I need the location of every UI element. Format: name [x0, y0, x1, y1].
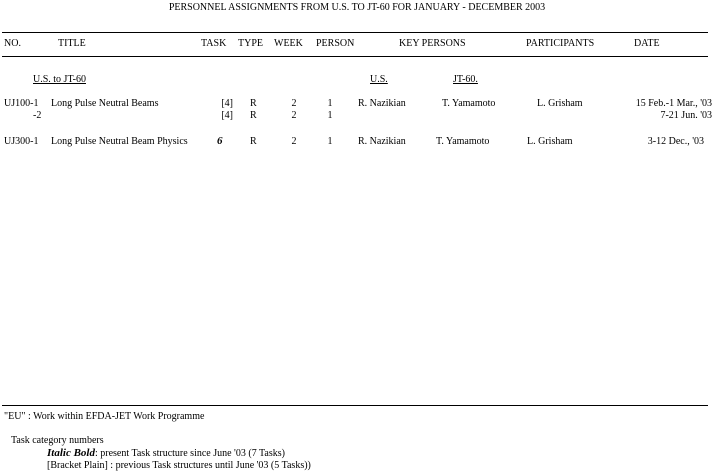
header-bottom-rule — [2, 56, 708, 57]
page-title: PERSONNEL ASSIGNMENTS FROM U.S. TO JT-60 FOR JANUARY - DECEMBER 2003 — [168, 2, 546, 13]
italic-bold-legend — [47, 447, 285, 460]
header-person: PERSON — [316, 38, 355, 49]
row-task: [4] — [221, 98, 233, 109]
row-person: 1 — [327, 110, 333, 121]
category-title: Task category numbers — [11, 435, 104, 446]
row-task: 6 — [217, 135, 223, 147]
row-type: R — [250, 98, 257, 109]
row-person: 1 — [327, 136, 333, 147]
header-title: TITLE — [58, 38, 86, 49]
header-task: TASK — [201, 38, 227, 49]
row-title: Long Pulse Neutral Beam Physics — [51, 136, 188, 147]
header-top-rule — [2, 32, 708, 33]
header-type: TYPE — [238, 38, 263, 49]
row-us-key: R. Nazikian — [358, 98, 406, 109]
header-no: NO. — [4, 38, 21, 49]
row-participants: L. Grisham — [527, 136, 573, 147]
row-no: -2 — [33, 110, 42, 121]
header-key-persons: KEY PERSONS — [399, 38, 466, 49]
row-no: UJ100-1 — [4, 98, 39, 109]
row-type: R — [250, 110, 257, 121]
row-us-key: R. Nazikian — [358, 136, 406, 147]
row-date: 7-21 Jun. '03 — [660, 110, 712, 121]
key-persons-us-heading: U.S. — [370, 74, 388, 85]
row-jt60-key: T. Yamamoto — [436, 136, 490, 147]
header-participants: PARTICIPANTS — [526, 38, 595, 49]
bracket-legend: [Bracket Plain] : previous Task structures until June '03 (5 Tasks)) — [47, 460, 311, 471]
row-type: R — [250, 136, 257, 147]
italic-bold-desc: : present Task structure since June '03 (7 Tasks) — [94, 448, 285, 459]
row-week: 2 — [291, 98, 297, 109]
row-participants: L. Grisham — [537, 98, 583, 109]
row-task: [4] — [221, 110, 233, 121]
header-week: WEEK — [274, 38, 303, 49]
row-no: UJ300-1 — [4, 136, 39, 147]
header-date: DATE — [634, 38, 660, 49]
footer-rule — [2, 405, 708, 406]
row-person: 1 — [327, 98, 333, 109]
row-date: 15 Feb.-1 Mar., '03 — [635, 98, 712, 109]
row-week: 2 — [291, 110, 297, 121]
eu-note: "EU" : Work within EFDA-JET Work Programme — [4, 411, 205, 422]
italic-bold-label: Italic Bold — [47, 447, 95, 459]
row-date: 3-12 Dec., '03 — [647, 136, 704, 147]
row-jt60-key: T. Yamamoto — [442, 98, 496, 109]
key-persons-jt60-heading: JT-60. — [453, 74, 478, 85]
row-title: Long Pulse Neutral Beams — [51, 98, 159, 109]
section-label: U.S. to JT-60 — [33, 74, 86, 85]
row-week: 2 — [291, 136, 297, 147]
